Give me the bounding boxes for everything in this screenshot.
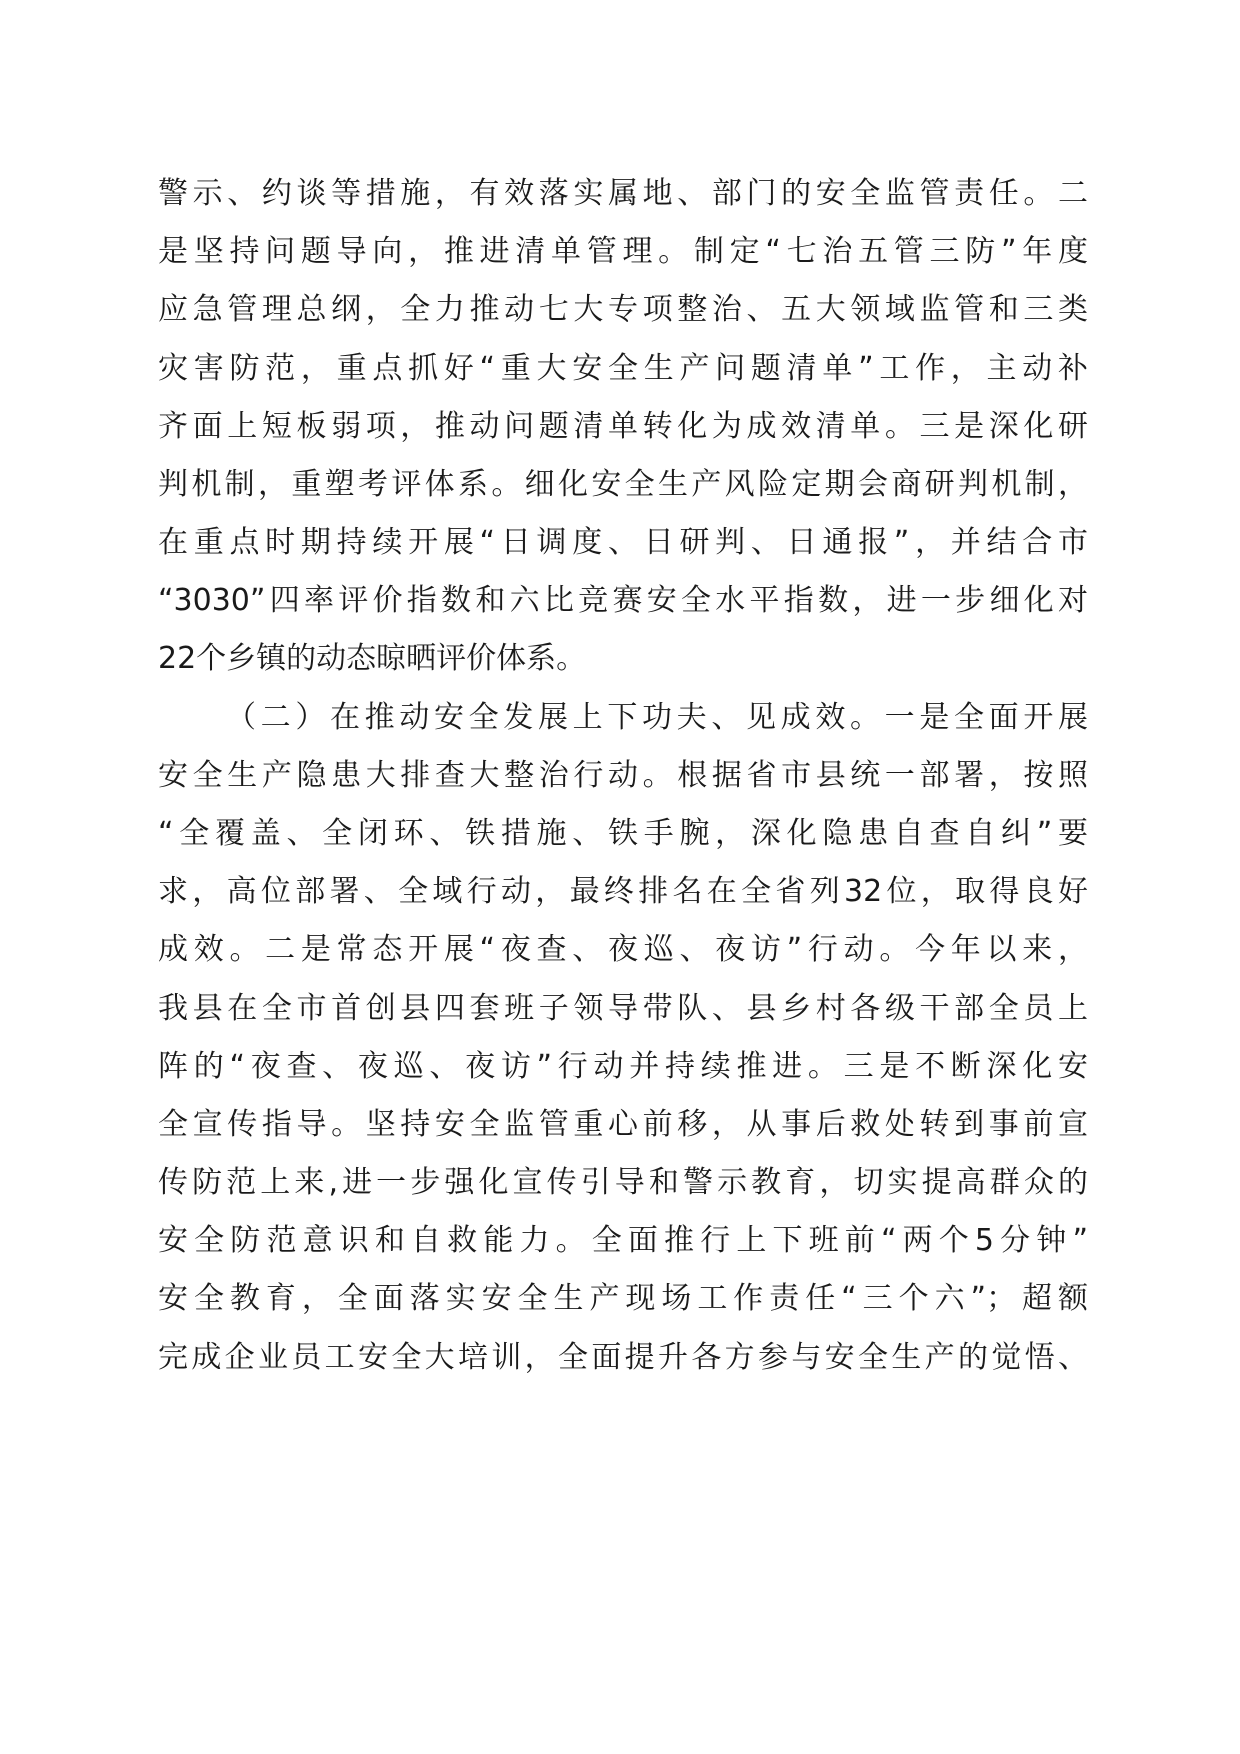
paragraph-1-line-7: 在重点时期持续开展“日调度、日研判、日通报”，并结合市: [158, 525, 1088, 560]
paragraph-2-line-3: “全覆盖、全闭环、铁措施、铁手腕，深化隐患自查自纠”要: [158, 816, 1088, 851]
paragraph-2-line-6: 我县在全市首创县四套班子领导带队、县乡村各级干部全员上: [158, 991, 1088, 1026]
paragraph-2-line-5: 成效。二是常态开展“夜查、夜巡、夜访”行动。今年以来，: [158, 932, 1088, 967]
paragraph-1-line-2: 是坚持问题导向，推进清单管理。制定“七治五管三防”年度: [158, 234, 1088, 269]
paragraph-2-line-4: 求，高位部署、全域行动，最终排名在全省列32位，取得良好: [158, 874, 1088, 909]
paragraph-2-line-2: 安全生产隐患大排查大整治行动。根据省市县统一部署，按照: [158, 758, 1088, 793]
paragraph-1-line-5: 齐面上短板弱项，推动问题清单转化为成效清单。三是深化研: [158, 409, 1088, 444]
paragraph-2-line-11: 安全教育，全面落实安全生产现场工作责任“三个六”；超额: [158, 1281, 1088, 1316]
paragraph-1-line-3: 应急管理总纲，全力推动七大专项整治、五大领域监管和三类: [158, 292, 1088, 327]
paragraph-1-line-1: 警示、约谈等措施，有效落实属地、部门的安全监管责任。二: [158, 176, 1088, 211]
paragraph-2-line-10: 安全防范意识和自救能力。全面推行上下班前“两个5分钟”: [158, 1223, 1088, 1258]
paragraph-1-line-6: 判机制，重塑考评体系。细化安全生产风险定期会商研判机制，: [158, 467, 1088, 502]
paragraph-1-line-4: 灾害防范，重点抓好“重大安全生产问题清单”工作，主动补: [158, 351, 1088, 386]
paragraph-2-line-12: 完成企业员工安全大培训，全面提升各方参与安全生产的觉悟、: [158, 1340, 1088, 1375]
paragraph-2-line-7: 阵的“夜查、夜巡、夜访”行动并持续推进。三是不断深化安: [158, 1049, 1088, 1084]
paragraph-1-line-9: 22个乡镇的动态晾晒评价体系。: [158, 641, 587, 676]
paragraph-2-line-9: 传防范上来,进一步强化宣传引导和警示教育，切实提高群众的: [158, 1165, 1088, 1200]
paragraph-1-line-8: “3030”四率评价指数和六比竞赛安全水平指数，进一步细化对: [158, 583, 1088, 618]
paragraph-2-line-1: （二）在推动安全发展上下功夫、见成效。一是全面开展: [226, 700, 1088, 735]
paragraph-2-line-8: 全宣传指导。坚持安全监管重心前移，从事后救处转到事前宣: [158, 1107, 1088, 1142]
